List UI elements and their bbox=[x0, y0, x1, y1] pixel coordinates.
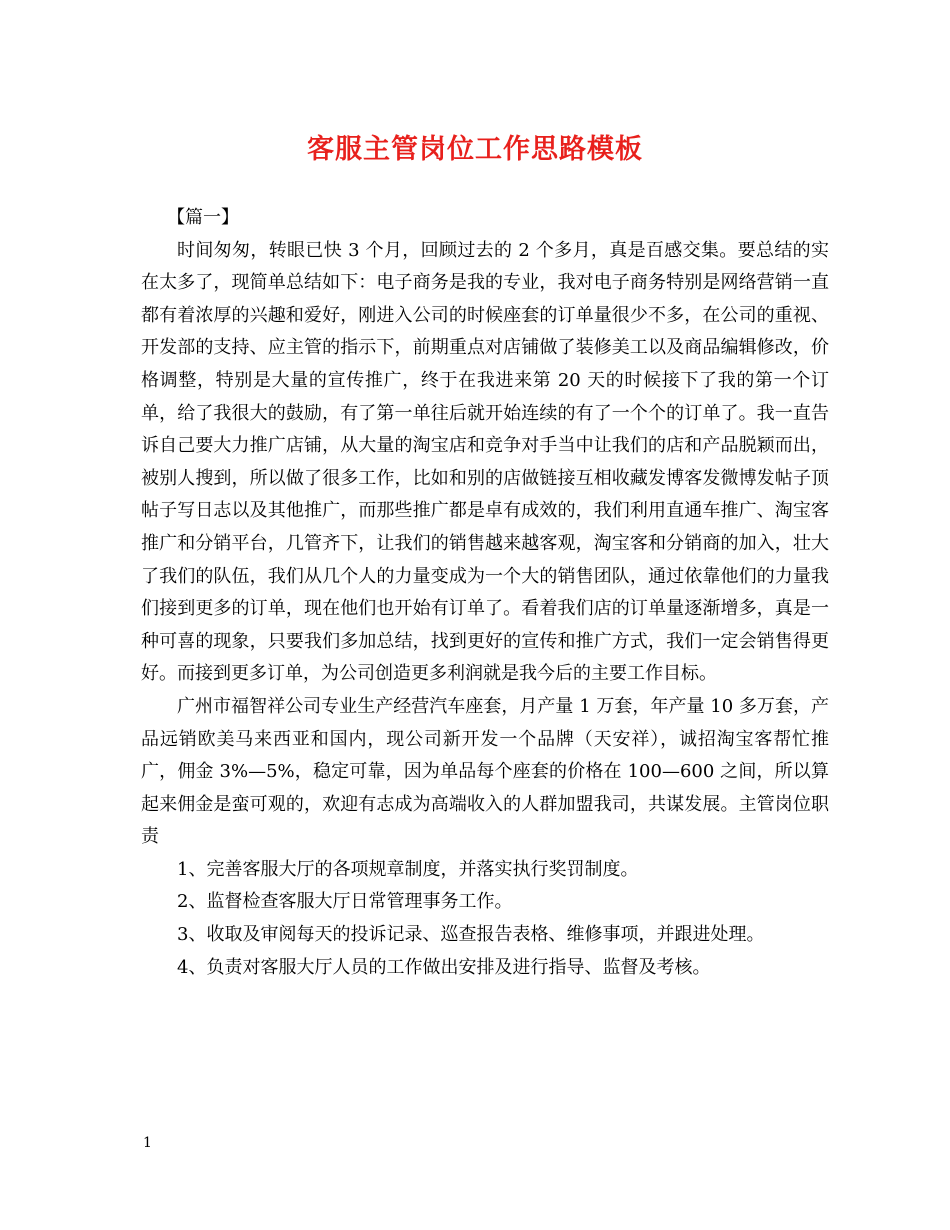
body-paragraph: 时间匆匆，转眼已快 3 个月，回顾过去的 2 个多月，真是百感交集。要总结的实在太多了，现简单总结如下：电子商务是我的专业，我对电子商务特别是网络营销一直都有着浓厚的兴趣和爱好，刚进入公司的时候座套的订单量很少不多，在公司的重视、开发部的支持、应主管的指示下，前期重点对店铺做了装修美工以及商品编辑修改，价格调整，特别是大量的宣传推广，终于在我进来第 20 天的时候接下了我的第一个订单，给了我很大的鼓励，有了第一单往后就开始连续的有了一个个的订单了。我一直告诉自己要大力推广店铺，从大量的淘宝店和竞争对手当中让我们的店和产品脱颖而出，被别人搜到，所以做了很多工作，比如和别的店做链接互相收藏发博客发微博发帖子顶帖子写日志以及其他推广，而那些推广都是卓有成效的，我们利用直通车推广、淘宝客推广和分销平台，几管齐下，让我们的销售越来越客观，淘宝客和分销商的加入，壮大了我们的队伍，我们从几个人的力量变成为一个大的销售团队，通过依靠他们的力量我们接到更多的订单，现在他们也开始有订单了。看着我们店的订单量逐渐增多，真是一种可喜的现象，只要我们多加总结，找到更好的宣传和推广方式，我们一定会销售得更好。而接到更多订单，为公司创造更多利润就是我今后的主要工作目标。 bbox=[141, 239, 829, 685]
duty-item: 3、收取及审阅每天的投诉记录、巡查报告表格、维修事项，并跟进处理。 bbox=[177, 924, 765, 946]
page-number: 1 bbox=[143, 1135, 152, 1151]
document-title: 客服主管岗位工作思路模板 bbox=[307, 134, 643, 165]
body-paragraph: 广州市福智祥公司专业生产经营汽车座套，月产量 1 万套，年产量 10 多万套，产品远销欧美马来西亚和国内，现公司新开发一个品牌（天安祥），诚招淘宝客帮忙推广，佣金 3%—5%，稳定可靠，因为单品每个座套的价格在 100—600 之间，所以算起来佣金是蛮可观的，欢迎有志成为高端收入的人群加盟我司，共谋发展。主管岗位职责 bbox=[141, 695, 829, 848]
document-body bbox=[141, 202, 829, 984]
duty-item: 4、负责对客服大厅人员的工作做出安排及进行指导、监督及考核。 bbox=[177, 956, 711, 978]
duty-item: 2、监督检查客服大厅日常管理事务工作。 bbox=[177, 891, 513, 913]
section-label: 【篇一】 bbox=[167, 207, 239, 228]
duty-item: 1、完善客服大厅的各项规章制度，并落实执行奖罚制度。 bbox=[177, 858, 639, 880]
